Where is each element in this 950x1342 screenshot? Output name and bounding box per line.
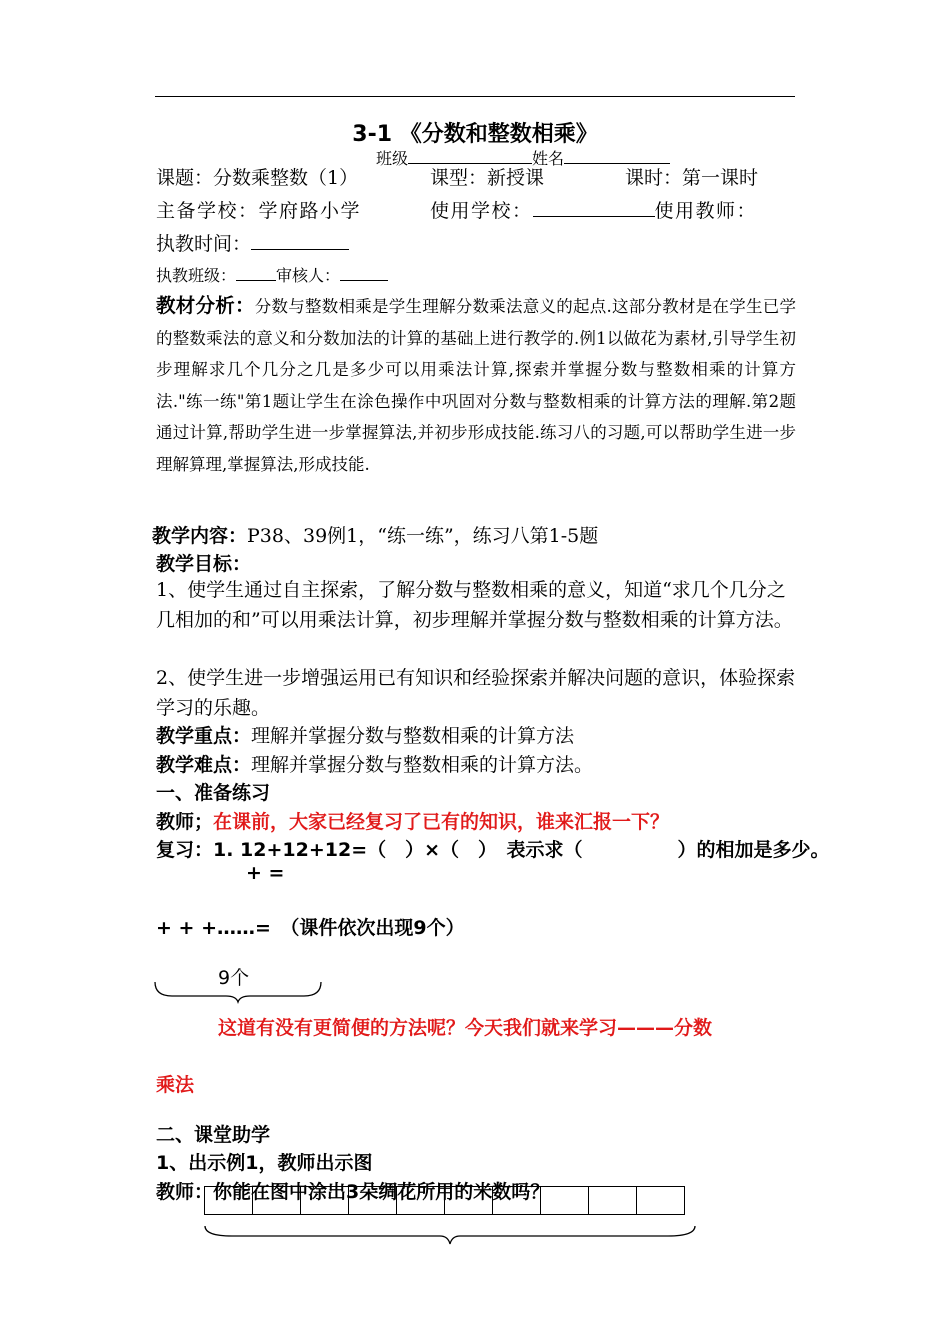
- grid-cell: [493, 1186, 541, 1215]
- topic-label: 课题：分数乘整数（1）: [156, 167, 359, 189]
- series-line: + + +……= （课件依次出现9个）: [156, 917, 465, 939]
- curly-brace-bottom-icon: [202, 1222, 698, 1248]
- grid-cell: [301, 1186, 349, 1215]
- class-label: 班级: [376, 149, 409, 168]
- teach-class-label: 执教班级：: [156, 266, 237, 285]
- grid-cell: [541, 1186, 589, 1215]
- grid-cell: [637, 1186, 685, 1215]
- teacher-prompt-2a: 这道有没有更简便的方法呢？今天我们就来学习———分数: [218, 1017, 713, 1039]
- material-analysis: [156, 290, 796, 480]
- review-line: 复习：1. 12+12+12=（ ）×（ ） 表示求（ ）的相加是多少。: [156, 839, 830, 861]
- goals-label: 教学目标：: [156, 553, 252, 575]
- curly-brace-icon: [152, 978, 324, 1004]
- grid-cell: [589, 1186, 637, 1215]
- analysis-lead: 教材分析：: [156, 294, 255, 317]
- use-school-blank: [533, 197, 655, 217]
- teacher-prompt-2b: 乘法: [156, 1074, 195, 1096]
- page-title: 3-1 《分数和整数相乘》: [352, 122, 598, 147]
- goal-2: 2、使学生进一步增强运用已有知识和经验探索并解决问题的意识，体验探索学习的乐趣。: [156, 667, 796, 719]
- teach-class-blank: [236, 263, 276, 281]
- key-point: 教学重点：理解并掌握分数与整数相乘的计算方法: [156, 725, 575, 747]
- reviewer-label: 审核人：: [276, 266, 341, 285]
- grid-cell: [397, 1186, 445, 1215]
- teacher-prompt-1: 教师；在课前，大家已经复习了已有的知识，谁来汇报一下？: [156, 811, 670, 833]
- section-2-heading: 二、课堂助学: [156, 1124, 271, 1146]
- lesson-time: 课时：第一课时: [625, 167, 759, 189]
- section-1-heading: 一、准备练习: [156, 782, 271, 804]
- class-blank: [408, 146, 532, 164]
- teach-class-line: [156, 263, 388, 286]
- lesson-type: 课型：新授课: [430, 167, 545, 189]
- teach-time-blank: [251, 230, 349, 250]
- use-teacher: 使用教师：: [654, 200, 758, 222]
- teach-time: 执教时间：: [156, 229, 349, 256]
- difficulty-point: 教学难点：理解并掌握分数与整数相乘的计算方法。: [156, 754, 594, 776]
- name-blank: [564, 146, 670, 164]
- content-text: P38、39例1，“练一练”，练习八第1-5题: [247, 525, 599, 547]
- reviewer-blank: [340, 263, 388, 281]
- teacher-prompt-3: 教师：你能在图中涂出3朵绸花所用的米数吗？: [156, 1181, 550, 1203]
- grid-cell: [349, 1186, 397, 1215]
- top-rule: [155, 96, 795, 97]
- lead-school: 主备学校：学府路小学: [156, 200, 362, 222]
- goal-1: 1、使学生通过自主探索，了解分数与整数相乘的意义，知道“求几个几分之几相加的和”可以用乘法计算，初步理解并掌握分数与整数相乘的计算方法。: [156, 579, 793, 631]
- plus-equals: + =: [246, 862, 285, 884]
- use-school: 使用学校： 使用教师：: [430, 196, 757, 223]
- grid-cell: [445, 1186, 493, 1215]
- name-label: 姓名: [532, 149, 565, 168]
- grid-cell: [253, 1186, 301, 1215]
- brace-label: 9个: [218, 967, 250, 989]
- example-1-line: 1、出示例1，教师出示图: [156, 1152, 373, 1174]
- analysis-text: 分数与整数相乘是学生理解分数乘法意义的起点.这部分教材是在学生已学的整数乘法的意义和分数加法的计算的基础上进行教学的.例1以做花为素材,引导学生初步理解求几个几分之几是多少可以用乘法计算,探索并掌握分数与整数相乘的计算方法."练一练"第1题让学生在涂色操作中巩固对分数与整数相乘的计算方法的理解.第2题通过计算,帮助学生进一步掌握算法,并初步形成技能.练习八的习题,可以帮助学生进一步理解算理,掌握算法,形成技能.: [156, 297, 796, 474]
- strip-grid: [204, 1186, 685, 1215]
- grid-cell: [205, 1186, 253, 1215]
- content-line: 教学内容：P38、39例1，“练一练”，练习八第1-5题: [152, 525, 599, 547]
